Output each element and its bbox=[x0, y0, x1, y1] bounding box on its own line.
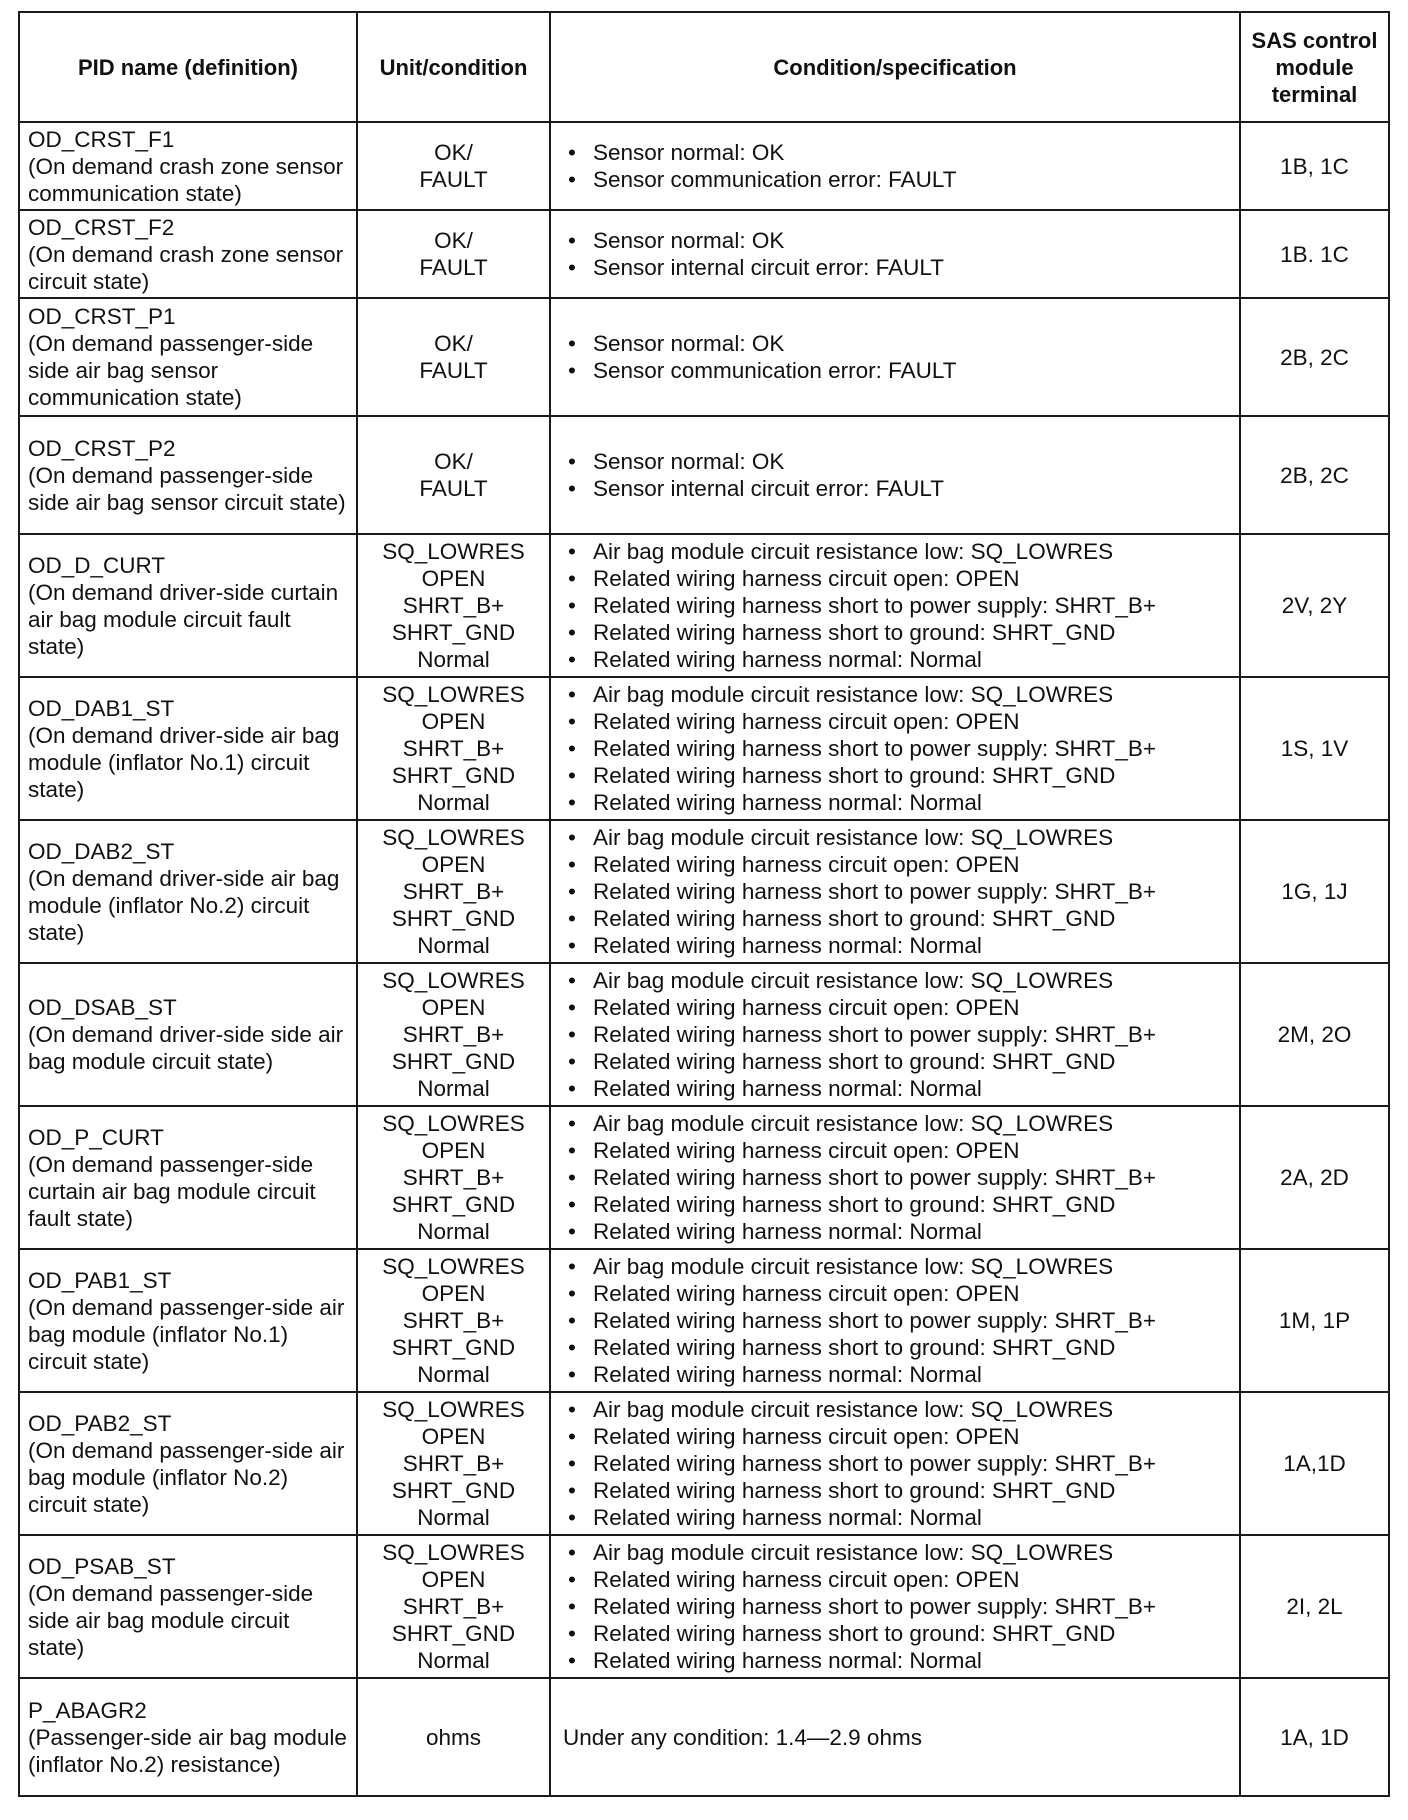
unit-cell bbox=[357, 1678, 550, 1796]
condition-item: • Related wiring harness normal: Normal bbox=[563, 1218, 1235, 1245]
unit-cell bbox=[357, 298, 550, 416]
condition-cell bbox=[550, 1535, 1240, 1678]
terminal-cell: 1B, 1C bbox=[1240, 122, 1389, 210]
condition-item: • Related wiring harness circuit open: OPEN bbox=[563, 994, 1235, 1021]
pid-name: OD_DAB2_ST bbox=[28, 838, 175, 864]
condition-item: • Related wiring harness circuit open: OPEN bbox=[563, 565, 1235, 592]
pid-spec-table bbox=[18, 11, 1390, 1797]
header-condition: Condition/specification bbox=[550, 12, 1240, 122]
pid-definition: (On demand passenger-side air bag module (inflator No.2) circuit state) bbox=[28, 1437, 345, 1517]
condition-item: • Air bag module circuit resistance low: SQ_LOWRES bbox=[563, 824, 1235, 851]
terminal-cell: 1G, 1J bbox=[1240, 820, 1389, 963]
pid-cell bbox=[19, 677, 357, 820]
unit-value: SHRT_B+ bbox=[402, 1165, 505, 1190]
pid-definition: (Passenger-side air bag module (inflator No.2) resistance) bbox=[28, 1724, 347, 1777]
unit-value: SHRT_B+ bbox=[402, 593, 505, 618]
unit-value: OK/ bbox=[434, 228, 473, 253]
unit-value: FAULT bbox=[419, 255, 488, 280]
condition-item: • Air bag module circuit resistance low: SQ_LOWRES bbox=[563, 1396, 1235, 1423]
condition-item: • Sensor internal circuit error: FAULT bbox=[563, 475, 1235, 502]
condition-item: • Related wiring harness normal: Normal bbox=[563, 1361, 1235, 1388]
table-row bbox=[19, 820, 1389, 963]
condition-list bbox=[563, 330, 1235, 384]
unit-value: SHRT_B+ bbox=[402, 1451, 505, 1476]
condition-item: • Related wiring harness short to power supply: SHRT_B+ bbox=[563, 1164, 1235, 1191]
condition-item: • Sensor normal: OK bbox=[563, 448, 1235, 475]
condition-list bbox=[563, 538, 1235, 673]
unit-cell bbox=[357, 1249, 550, 1392]
condition-item: • Air bag module circuit resistance low: SQ_LOWRES bbox=[563, 681, 1235, 708]
pid-cell bbox=[19, 963, 357, 1106]
condition-item: • Related wiring harness normal: Normal bbox=[563, 789, 1235, 816]
pid-cell bbox=[19, 1106, 357, 1249]
condition-item: • Related wiring harness circuit open: OPEN bbox=[563, 1280, 1235, 1307]
pid-name: OD_CRST_P2 bbox=[28, 435, 176, 461]
unit-value: OK/ bbox=[434, 140, 473, 165]
pid-cell bbox=[19, 298, 357, 416]
terminal-cell: 1B. 1C bbox=[1240, 210, 1389, 298]
condition-list bbox=[563, 824, 1235, 959]
unit-value: OPEN bbox=[421, 566, 486, 591]
unit-value: OPEN bbox=[421, 852, 486, 877]
condition-cell bbox=[550, 677, 1240, 820]
condition-item: • Air bag module circuit resistance low: SQ_LOWRES bbox=[563, 1539, 1235, 1566]
pid-name: OD_D_CURT bbox=[28, 552, 166, 578]
unit-value: OPEN bbox=[421, 995, 486, 1020]
pid-name: OD_DAB1_ST bbox=[28, 695, 175, 721]
unit-value: FAULT bbox=[419, 167, 488, 192]
pid-definition: (On demand driver-side air bag module (inflator No.1) circuit state) bbox=[28, 722, 340, 802]
unit-value: OK/ bbox=[434, 331, 473, 356]
unit-cell bbox=[357, 534, 550, 677]
pid-definition: (On demand driver-side side air bag module circuit state) bbox=[28, 1022, 344, 1074]
condition-list bbox=[563, 1539, 1235, 1674]
unit-cell bbox=[357, 820, 550, 963]
condition-item: • Sensor internal circuit error: FAULT bbox=[563, 254, 1235, 281]
condition-cell bbox=[550, 298, 1240, 416]
unit-value: Normal bbox=[417, 1648, 490, 1673]
condition-list bbox=[563, 1253, 1235, 1388]
pid-cell bbox=[19, 1392, 357, 1535]
terminal-cell: 2V, 2Y bbox=[1240, 534, 1389, 677]
condition-item: • Sensor normal: OK bbox=[563, 330, 1235, 357]
pid-definition: (On demand passenger-side side air bag module circuit state) bbox=[28, 1580, 314, 1660]
unit-value: SHRT_GND bbox=[391, 1049, 516, 1074]
unit-value: SHRT_B+ bbox=[402, 1308, 505, 1333]
table-row bbox=[19, 122, 1389, 210]
pid-name: OD_PSAB_ST bbox=[28, 1553, 176, 1579]
unit-value: FAULT bbox=[419, 476, 488, 501]
pid-name: OD_CRST_P1 bbox=[28, 304, 176, 329]
condition-list bbox=[563, 1396, 1235, 1531]
condition-list bbox=[563, 1110, 1235, 1245]
unit-value: FAULT bbox=[419, 358, 488, 383]
unit-value: SQ_LOWRES bbox=[382, 1254, 525, 1279]
condition-item: • Sensor communication error: FAULT bbox=[563, 357, 1235, 384]
unit-cell bbox=[357, 963, 550, 1106]
unit-value: OPEN bbox=[421, 1138, 486, 1163]
pid-definition: (On demand crash zone sensor communication state) bbox=[28, 153, 344, 206]
condition-text: Under any condition: 1.4—2.9 ohms bbox=[563, 1724, 922, 1750]
condition-item: • Related wiring harness short to ground: SHRT_GND bbox=[563, 1191, 1235, 1218]
condition-item: • Related wiring harness short to ground: SHRT_GND bbox=[563, 1334, 1235, 1361]
condition-item: • Related wiring harness short to ground: SHRT_GND bbox=[563, 619, 1235, 646]
unit-value: OPEN bbox=[421, 1424, 486, 1449]
unit-value: SQ_LOWRES bbox=[382, 539, 525, 564]
table-row bbox=[19, 1678, 1389, 1796]
terminal-cell: 2B, 2C bbox=[1240, 298, 1389, 416]
condition-item: • Related wiring harness short to power supply: SHRT_B+ bbox=[563, 1307, 1235, 1334]
terminal-cell: 1A,1D bbox=[1240, 1392, 1389, 1535]
pid-name: OD_PAB1_ST bbox=[28, 1267, 172, 1293]
condition-cell bbox=[550, 210, 1240, 298]
unit-value: SQ_LOWRES bbox=[382, 682, 525, 707]
pid-definition: (On demand passenger-side side air bag sensor circuit state) bbox=[28, 462, 346, 515]
unit-value: ohms bbox=[425, 1724, 482, 1750]
pid-name: OD_P_CURT bbox=[28, 1124, 164, 1150]
pid-cell bbox=[19, 122, 357, 210]
condition-item: • Related wiring harness short to power supply: SHRT_B+ bbox=[563, 878, 1235, 905]
terminal-cell: 2A, 2D bbox=[1240, 1106, 1389, 1249]
condition-item: • Air bag module circuit resistance low: SQ_LOWRES bbox=[563, 538, 1235, 565]
table-row bbox=[19, 1249, 1389, 1392]
unit-value: SHRT_B+ bbox=[402, 1594, 505, 1619]
unit-value: OPEN bbox=[421, 1567, 486, 1592]
unit-value: OPEN bbox=[421, 709, 486, 734]
condition-cell bbox=[550, 1392, 1240, 1535]
condition-item: • Related wiring harness circuit open: OPEN bbox=[563, 1566, 1235, 1593]
unit-cell bbox=[357, 1106, 550, 1249]
condition-item: • Related wiring harness normal: Normal bbox=[563, 1504, 1235, 1531]
condition-item: • Related wiring harness circuit open: OPEN bbox=[563, 1423, 1235, 1450]
pid-definition: (On demand passenger-side side air bag sensor communication state) bbox=[28, 331, 314, 410]
table-row bbox=[19, 1392, 1389, 1535]
condition-list bbox=[563, 448, 1235, 502]
unit-value: SHRT_GND bbox=[391, 1621, 516, 1646]
unit-value: OK/ bbox=[434, 449, 473, 474]
pid-name: OD_PAB2_ST bbox=[28, 1410, 172, 1436]
condition-cell bbox=[550, 416, 1240, 534]
condition-item: • Related wiring harness short to ground: SHRT_GND bbox=[563, 762, 1235, 789]
unit-value: SHRT_GND bbox=[391, 1192, 516, 1217]
pid-definition: (On demand driver-side curtain air bag module circuit fault state) bbox=[28, 579, 339, 659]
condition-cell bbox=[550, 1249, 1240, 1392]
unit-value: Normal bbox=[417, 1219, 490, 1244]
unit-value: SHRT_GND bbox=[391, 763, 516, 788]
condition-item: • Related wiring harness short to ground: SHRT_GND bbox=[563, 1477, 1235, 1504]
pid-name: OD_CRST_F2 bbox=[28, 214, 175, 240]
terminal-cell: 1A, 1D bbox=[1240, 1678, 1389, 1796]
condition-list bbox=[563, 681, 1235, 816]
condition-item: • Sensor normal: OK bbox=[563, 139, 1235, 166]
unit-value: Normal bbox=[417, 1076, 490, 1101]
unit-value: Normal bbox=[417, 933, 490, 958]
terminal-cell: 2I, 2L bbox=[1240, 1535, 1389, 1678]
condition-item: • Sensor communication error: FAULT bbox=[563, 166, 1235, 193]
pid-cell bbox=[19, 1535, 357, 1678]
pid-cell bbox=[19, 1249, 357, 1392]
terminal-cell: 2M, 2O bbox=[1240, 963, 1389, 1106]
condition-item: • Related wiring harness short to ground: SHRT_GND bbox=[563, 1048, 1235, 1075]
unit-value: Normal bbox=[417, 1362, 490, 1387]
condition-cell bbox=[550, 122, 1240, 210]
terminal-cell: 1S, 1V bbox=[1240, 677, 1389, 820]
unit-value: SHRT_B+ bbox=[402, 736, 505, 761]
pid-name: OD_DSAB_ST bbox=[28, 995, 177, 1020]
condition-item: • Related wiring harness short to power supply: SHRT_B+ bbox=[563, 1593, 1235, 1620]
unit-cell bbox=[357, 1535, 550, 1678]
pid-cell bbox=[19, 534, 357, 677]
condition-item: • Air bag module circuit resistance low: SQ_LOWRES bbox=[563, 967, 1235, 994]
condition-list bbox=[563, 967, 1235, 1102]
condition-cell bbox=[550, 1106, 1240, 1249]
condition-item: • Related wiring harness circuit open: OPEN bbox=[563, 1137, 1235, 1164]
unit-cell bbox=[357, 122, 550, 210]
unit-value: SHRT_GND bbox=[391, 906, 516, 931]
condition-list bbox=[563, 139, 1235, 193]
table-row bbox=[19, 677, 1389, 820]
header-row bbox=[19, 12, 1389, 122]
table-row bbox=[19, 963, 1389, 1106]
unit-cell bbox=[357, 210, 550, 298]
unit-value: OPEN bbox=[421, 1281, 486, 1306]
pid-cell bbox=[19, 416, 357, 534]
unit-value: Normal bbox=[417, 647, 490, 672]
unit-cell bbox=[357, 677, 550, 820]
condition-item: • Air bag module circuit resistance low: SQ_LOWRES bbox=[563, 1110, 1235, 1137]
condition-item: • Air bag module circuit resistance low: SQ_LOWRES bbox=[563, 1253, 1235, 1280]
unit-cell bbox=[357, 1392, 550, 1535]
table-row bbox=[19, 1535, 1389, 1678]
pid-definition: (On demand crash zone sensor circuit state) bbox=[28, 241, 344, 294]
condition-item: • Related wiring harness circuit open: OPEN bbox=[563, 851, 1235, 878]
unit-cell bbox=[357, 416, 550, 534]
condition-cell bbox=[550, 534, 1240, 677]
unit-value: Normal bbox=[417, 1505, 490, 1530]
unit-value: SHRT_GND bbox=[391, 620, 516, 645]
condition-item: • Related wiring harness short to ground: SHRT_GND bbox=[563, 1620, 1235, 1647]
pid-cell bbox=[19, 210, 357, 298]
condition-item: • Related wiring harness short to power supply: SHRT_B+ bbox=[563, 592, 1235, 619]
unit-value: SQ_LOWRES bbox=[382, 1397, 525, 1422]
pid-name: OD_CRST_F1 bbox=[28, 126, 175, 152]
unit-value: SHRT_GND bbox=[391, 1335, 516, 1360]
condition-item: • Related wiring harness normal: Normal bbox=[563, 1075, 1235, 1102]
unit-value: Normal bbox=[417, 790, 490, 815]
condition-item: • Related wiring harness normal: Normal bbox=[563, 932, 1235, 959]
condition-item: • Related wiring harness short to power supply: SHRT_B+ bbox=[563, 735, 1235, 762]
table-row bbox=[19, 1106, 1389, 1249]
unit-value: SHRT_B+ bbox=[402, 879, 505, 904]
pid-cell bbox=[19, 1678, 357, 1796]
condition-cell bbox=[550, 820, 1240, 963]
condition-item: • Related wiring harness short to ground: SHRT_GND bbox=[563, 905, 1235, 932]
condition-item: • Sensor normal: OK bbox=[563, 227, 1235, 254]
table-row bbox=[19, 210, 1389, 298]
condition-item: • Related wiring harness normal: Normal bbox=[563, 1647, 1235, 1674]
header-unit: Unit/condition bbox=[357, 12, 550, 122]
condition-list bbox=[563, 227, 1235, 281]
table-row bbox=[19, 416, 1389, 534]
condition-cell bbox=[550, 1678, 1240, 1796]
unit-value: SQ_LOWRES bbox=[382, 1111, 525, 1136]
table-row bbox=[19, 534, 1389, 677]
unit-value: SQ_LOWRES bbox=[382, 1540, 525, 1565]
table-body bbox=[19, 122, 1389, 1796]
table-row bbox=[19, 298, 1389, 416]
condition-item: • Related wiring harness normal: Normal bbox=[563, 646, 1235, 673]
unit-value: SHRT_B+ bbox=[402, 1022, 505, 1047]
pid-cell bbox=[19, 820, 357, 963]
pid-definition: (On demand passenger-side air bag module (inflator No.1) circuit state) bbox=[28, 1294, 345, 1374]
unit-value: SQ_LOWRES bbox=[382, 825, 525, 850]
unit-value: SHRT_GND bbox=[391, 1478, 516, 1503]
condition-cell bbox=[550, 963, 1240, 1106]
header-terminal: SAS control module terminal bbox=[1240, 12, 1389, 122]
pid-definition: (On demand passenger-side curtain air bag module circuit fault state) bbox=[28, 1151, 316, 1231]
unit-value: SQ_LOWRES bbox=[382, 968, 525, 993]
condition-item: • Related wiring harness short to power supply: SHRT_B+ bbox=[563, 1021, 1235, 1048]
condition-item: • Related wiring harness short to power supply: SHRT_B+ bbox=[563, 1450, 1235, 1477]
condition-item: • Related wiring harness circuit open: OPEN bbox=[563, 708, 1235, 735]
pid-definition: (On demand driver-side air bag module (inflator No.2) circuit state) bbox=[28, 865, 340, 945]
terminal-cell: 1M, 1P bbox=[1240, 1249, 1389, 1392]
terminal-cell: 2B, 2C bbox=[1240, 416, 1389, 534]
header-pid: PID name (definition) bbox=[19, 12, 357, 122]
pid-name: P_ABAGR2 bbox=[28, 1697, 147, 1723]
